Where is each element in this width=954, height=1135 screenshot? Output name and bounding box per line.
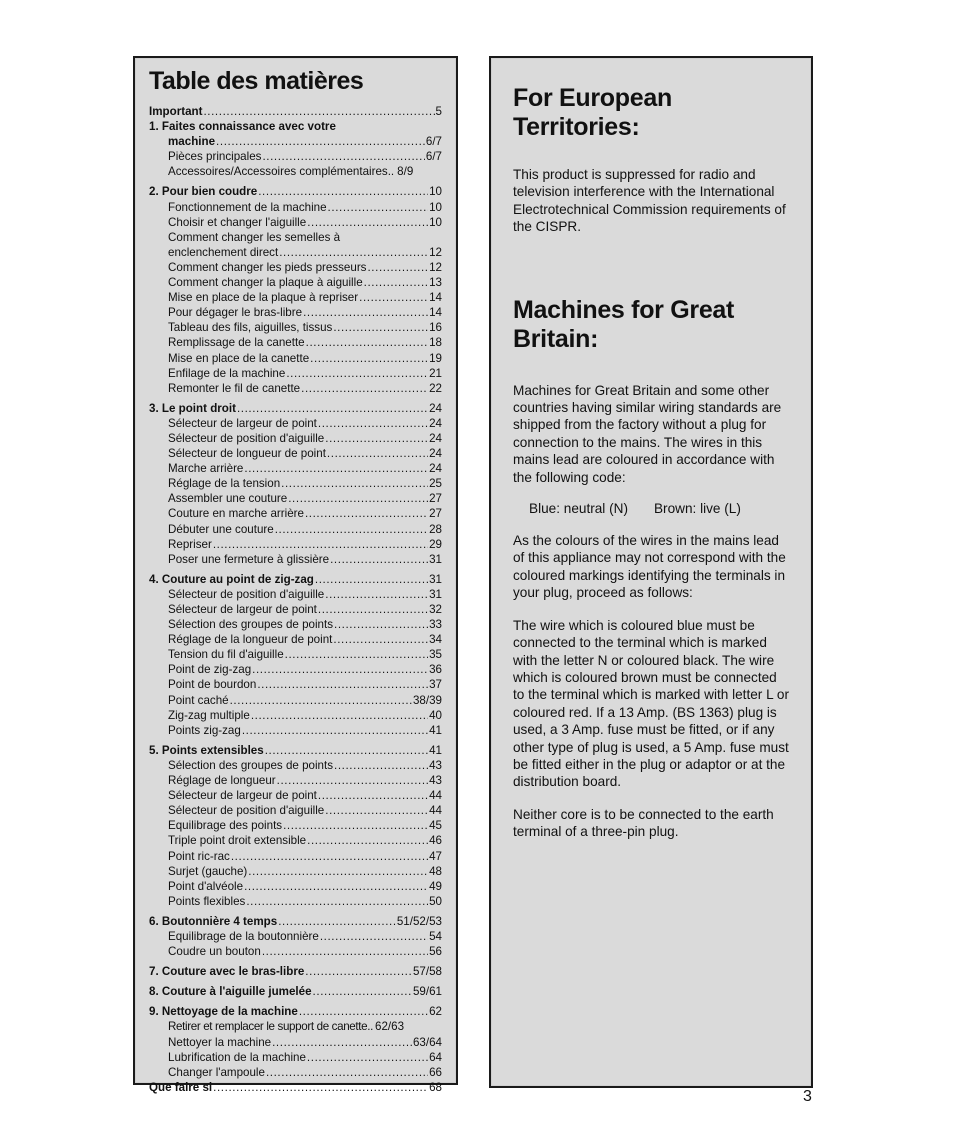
toc-chapter8: [149, 984, 442, 999]
leader-dots: [277, 773, 428, 788]
toc-entry: [149, 864, 442, 879]
toc-entry-label: Marche arrière: [168, 462, 244, 476]
toc-entry-page: 37: [429, 678, 442, 692]
toc-entry: [149, 446, 442, 461]
leader-dots: [334, 617, 428, 632]
toc-entry: [149, 351, 442, 366]
toc-entry-label: Points flexibles: [168, 894, 246, 908]
toc-entry: [149, 320, 442, 335]
toc-entry: [149, 537, 442, 552]
leader-dots: [246, 894, 428, 909]
toc-entry: [149, 708, 442, 723]
toc-entry-page: 28: [429, 522, 442, 536]
toc-entry-label: Pièces principales: [168, 150, 262, 164]
toc-entry-label: Coudre un bouton: [168, 945, 261, 959]
european-heading: For European Territories:: [513, 84, 672, 141]
leader-dots: [328, 200, 429, 215]
toc-entry-page: 56: [429, 945, 442, 959]
toc-entry-label: Nettoyer la machine: [168, 1035, 272, 1049]
leader-dots: [230, 693, 412, 708]
toc-panel: [133, 56, 458, 1094]
plug-colour-text: As the colours of the wires in the mains lead of this appliance may not correspond with the coloured markings identifying the terminals in your plug, proceed as follows:: [513, 533, 786, 601]
leader-dots: [281, 476, 428, 491]
toc-entry: [149, 381, 442, 396]
toc-entry-label: Point d'alvéole: [168, 879, 244, 893]
toc-entry: [149, 1035, 442, 1050]
toc-entry-label: Points zig-zag: [168, 723, 241, 737]
leader-dots: [307, 215, 428, 230]
toc-entry: [149, 506, 442, 521]
leader-dots: [213, 1080, 428, 1095]
toc-chapter1-first: [149, 134, 442, 149]
leader-dots: [213, 537, 428, 552]
leader-dots: [258, 184, 428, 199]
toc-entry: [149, 879, 442, 894]
toc-entry-page: 33: [429, 618, 442, 632]
toc-entry: [149, 632, 442, 647]
leader-dots: [265, 743, 428, 758]
leader-dots: [305, 506, 428, 521]
toc-entry-page: 44: [429, 804, 442, 818]
toc-entry: [149, 245, 442, 260]
leader-dots: [318, 602, 428, 617]
toc-entry-label: Mise en place de la canette: [168, 351, 310, 365]
leader-dots: [244, 461, 428, 476]
toc-entry-page: 64: [429, 1050, 442, 1064]
earth-terminal-text: Neither core is to be connected to the earth terminal of a three-pin plug.: [513, 806, 774, 840]
leader-dots: [364, 275, 428, 290]
toc-entry: [149, 275, 442, 290]
toc-entry-page: 6/7: [425, 150, 442, 164]
toc-entry-label: Comment changer les pieds presseurs: [168, 260, 367, 274]
toc-entry-page: 21: [429, 366, 442, 380]
toc-entry-wrap: Comment changer les semelles à: [168, 230, 341, 244]
gb-heading: Machines for Great Britain:: [513, 295, 735, 353]
toc-entry-label: Sélecteur de position d'aiguille: [168, 587, 325, 601]
toc-entry-page: 19: [429, 351, 442, 365]
toc-entry-label: 7. Couture avec le bras-libre: [149, 965, 305, 979]
toc-entry-page: 24: [429, 416, 442, 430]
toc-entry-label: Sélecteur de largeur de point: [168, 603, 317, 616]
toc-chapter9-head: [149, 1004, 442, 1019]
leader-dots: [305, 964, 412, 979]
toc-entry: [149, 149, 442, 164]
toc-entry-label: Zig-zag multiple: [168, 708, 250, 722]
leader-dots: [320, 929, 428, 944]
toc-entry-label: Sélecteur de longueur de point: [168, 447, 326, 461]
toc-entry-label: 2. Pour bien coudre: [149, 185, 258, 199]
toc-entry-label: Enfilage de la machine: [168, 366, 286, 380]
toc-entry-page: 66: [429, 1065, 442, 1079]
toc-entry-page: 43: [429, 758, 442, 772]
toc-entry: [149, 617, 442, 632]
toc-entry-page: 59/61: [412, 985, 442, 999]
toc-entry: [149, 476, 442, 491]
toc-entry: [149, 602, 442, 617]
toc-entry: [149, 260, 442, 275]
toc-entry-label: Point de zig-zag: [168, 663, 252, 677]
leader-dots: [275, 522, 428, 537]
toc-entry-page: 62: [429, 1005, 442, 1019]
toc-entry: [149, 662, 442, 677]
toc-entry-page: 27: [429, 492, 442, 506]
leader-dots: [301, 381, 428, 396]
toc-entry-page: 12: [429, 245, 442, 259]
leader-dots: [231, 849, 428, 864]
toc-entry-label: machine: [168, 135, 216, 149]
wire-colour-code: [529, 500, 789, 517]
leader-dots: [325, 803, 428, 818]
toc-entry-important: [149, 104, 442, 119]
toc-entry-page: 46: [429, 834, 442, 848]
leader-dots: [325, 431, 428, 446]
leader-dots: [286, 366, 428, 381]
toc-entry: [149, 164, 442, 179]
toc-entry-label: Assembler une couture: [168, 492, 288, 506]
toc-entry: [149, 215, 442, 230]
leader-dots: [244, 879, 428, 894]
toc-entry: [149, 431, 442, 446]
toc-entry-page: 62/63: [375, 1020, 405, 1034]
toc-entry-label: Triple point droit extensible: [168, 834, 307, 848]
toc-entry-label: Pour dégager le bras-libre: [168, 306, 303, 320]
toc-entry-label: Point de bourdon: [168, 678, 257, 692]
toc-entry: [149, 1019, 442, 1034]
toc-entry-page: 10: [429, 200, 442, 214]
leader-dots: [306, 335, 428, 350]
toc-entry: [149, 849, 442, 864]
toc-entry-label: Sélecteur de position d'aiguille: [168, 804, 325, 818]
toc-entry-page: 24: [429, 462, 442, 476]
leader-dots: [330, 552, 428, 567]
toc-entry-page: 12: [429, 260, 442, 274]
leader-dots: [315, 572, 428, 587]
toc-entry-label: Poser une fermeture à glissière: [168, 552, 330, 566]
page-number: 3: [803, 1088, 812, 1105]
toc-entry-page: 27: [429, 507, 442, 521]
toc-entry-page: 25: [429, 477, 442, 491]
leader-dots: [252, 662, 428, 677]
toc-entry: [149, 818, 442, 833]
toc-entry-page: 14: [429, 306, 442, 320]
toc-chapter1-head: 1. Faites connaissance avec votre: [149, 120, 336, 134]
leader-dots: [318, 788, 428, 803]
toc-entry-label: Couture en marche arrière: [168, 507, 304, 521]
toc-entry-label: 4. Couture au point de zig-zag: [149, 572, 314, 586]
leader-dots: [203, 104, 434, 119]
leader-dots: [303, 305, 428, 320]
toc-chapter5-head: [149, 743, 442, 758]
leader-dots: [310, 351, 428, 366]
leader-dots: [257, 677, 428, 692]
leader-dots: [299, 1004, 428, 1019]
toc-entry-page: 14: [429, 291, 442, 305]
toc-chapter7: [149, 964, 442, 979]
toc-entry-label: Important: [149, 105, 203, 118]
toc-entry-page: 31: [429, 552, 442, 566]
leader-dots: [318, 416, 428, 431]
toc-que-faire: [149, 1080, 442, 1095]
toc-entry-label: Remonter le fil de canette: [168, 381, 301, 395]
leader-dots: [262, 149, 424, 164]
toc-entry-label: Réglage de la tension: [168, 477, 281, 491]
leader-dots: [278, 914, 396, 929]
toc-entry-page: 35: [429, 648, 442, 662]
toc-entry-page: 38/39: [412, 693, 442, 707]
toc-entry-page: 6/7: [425, 135, 442, 149]
leader-dots: [307, 1050, 428, 1065]
leader-dots: [266, 1065, 428, 1080]
leader-dots: [313, 984, 412, 999]
leader-dots: [251, 708, 428, 723]
toc-entry-label: Point caché: [168, 693, 229, 707]
toc-entry-page: 47: [429, 849, 442, 863]
toc-entry: [149, 677, 442, 692]
toc-chapter2-head: [149, 184, 442, 199]
toc-entry-label: Accessoires/Accessoires complémentaires..: [168, 165, 395, 179]
leader-dots: [283, 818, 428, 833]
toc-entry-label: Réglage de longueur: [168, 774, 276, 788]
toc-entry-page: 40: [429, 708, 442, 722]
toc-entry-label: 9. Nettoyage de la machine: [149, 1005, 298, 1019]
toc-entry-page: 45: [429, 819, 442, 833]
toc-entry-page: 51/52/53: [396, 914, 442, 928]
toc-entry-label: Changer l'ampoule: [168, 1065, 265, 1079]
leader-dots: [327, 446, 428, 461]
leader-dots: [367, 260, 428, 275]
toc-entry: [149, 366, 442, 381]
wire-connection-text: The wire which is coloured blue must be connected to the terminal which is marked with the letter N or coloured black. The wire which is coloured brown must be connected to the terminal which is marked with letter L or coloured red. If a 13 Amp. (BS 1363) plug is used, a 3 Amp. fuse must be fitted, or if any other type of plug is used, a 5 Amp. fuse must be fitted either in the plug or adaptor or at the distribution board.: [513, 617, 790, 790]
toc-entry-page: 41: [429, 723, 442, 737]
toc-chapter3-head: [149, 401, 442, 416]
toc-entry: [149, 1050, 442, 1065]
toc-entry-label: Point ric-rac: [168, 849, 230, 863]
toc-entry: [149, 1065, 442, 1080]
toc-entry: [149, 894, 442, 909]
leader-dots: [279, 245, 428, 260]
toc-entry-label: Surjet (gauche): [168, 864, 248, 878]
toc-entry-page: 34: [429, 633, 442, 647]
toc-entry-page: 18: [429, 336, 442, 350]
toc-entry: [149, 647, 442, 662]
toc-entry-page: 43: [429, 774, 442, 788]
toc-entry-label: Fonctionnement de la machine: [168, 200, 327, 214]
toc-entry-label: Que faire si: [149, 1080, 213, 1094]
leader-dots: [248, 864, 428, 879]
toc-entry: [149, 773, 442, 788]
toc-entry-label: Sélecteur de position d'aiguille: [168, 431, 325, 445]
toc-entry: [149, 305, 442, 320]
toc-entry-label: Tableau des fils, aiguilles, tissus: [168, 321, 333, 335]
toc-chapter4-head: [149, 572, 442, 587]
toc-entry-label: 6. Boutonnière 4 temps: [149, 914, 278, 928]
blue-wire-code: Blue: neutral (N): [529, 501, 628, 517]
toc-entry-label: Réglage de la longueur de point: [168, 633, 333, 647]
toc-entry-page: 8/9: [397, 165, 414, 179]
toc-entry-page: 5: [435, 105, 442, 118]
toc-entry-page: 48: [429, 864, 442, 878]
toc-entry-page: 54: [429, 929, 442, 943]
toc-entry: [149, 335, 442, 350]
toc-entry: [149, 929, 442, 944]
toc-list: [149, 104, 442, 1095]
toc-entry: [149, 693, 442, 708]
leader-dots: [285, 647, 428, 662]
toc-entry-page: 49: [429, 879, 442, 893]
toc-entry-label: Sélection des groupes de points: [168, 618, 334, 632]
toc-entry-page: 13: [429, 276, 442, 290]
toc-entry-page: 31: [429, 587, 442, 601]
toc-entry: [149, 723, 442, 738]
european-text: This product is suppressed for radio and television interference with the International Electrotechnical Commission requirements of the CISPR.: [513, 167, 786, 235]
leader-dots: [272, 1035, 412, 1050]
toc-entry-page: 24: [429, 401, 442, 415]
toc-entry: [149, 587, 442, 602]
toc-entry: [149, 758, 442, 773]
toc-entry-page: 57/58: [412, 965, 442, 979]
toc-entry-label: Tension du fil d'aiguille: [168, 648, 284, 662]
leader-dots: [333, 632, 428, 647]
toc-entry-label: Equilibrage des points: [168, 819, 283, 833]
toc-entry-page: 10: [429, 215, 442, 229]
toc-entry-page: 68: [429, 1080, 442, 1094]
toc-entry-label: Repriser: [168, 537, 212, 551]
toc-entry-page: 10: [429, 185, 442, 199]
toc-entry-label: Retirer et remplacer le support de canette..: [168, 1020, 373, 1034]
leader-dots: [288, 491, 428, 506]
notice-panel: [489, 56, 813, 1088]
leader-dots: [262, 944, 428, 959]
toc-entry-label: 5. Points extensibles: [149, 743, 264, 757]
toc-entry: [149, 833, 442, 848]
toc-entry: [149, 803, 442, 818]
brown-wire-code: Brown: live (L): [653, 501, 741, 517]
toc-entry-label: Comment changer la plaque à aiguille: [168, 276, 363, 290]
toc-entry-label: Sélecteur de largeur de point: [168, 416, 317, 430]
leader-dots: [307, 833, 428, 848]
toc-title: Table des matières: [149, 67, 364, 95]
leader-dots: [216, 134, 425, 149]
toc-entry: [149, 461, 442, 476]
toc-entry: [149, 552, 442, 567]
toc-entry-label: 8. Couture à l'aiguille jumelée: [149, 985, 312, 999]
toc-entry-page: 29: [429, 537, 442, 551]
toc-entry: [149, 522, 442, 537]
gb-wiring-text: Machines for Great Britain and some other countries having similar wiring standards are shipped from the factory without a plug for connection to the mains. The wires in this mains lead are coloured in accordance with the following code:: [513, 382, 782, 485]
toc-entry-page: 31: [429, 572, 442, 586]
toc-entry-label: Remplissage de la canette: [168, 336, 305, 350]
toc-entry-label: 3. Le point droit: [149, 401, 236, 415]
leader-dots: [334, 758, 428, 773]
toc-entry-label: Sélection des groupes de points: [168, 758, 334, 772]
toc-entry-label: Equilibrage de la boutonnière: [168, 929, 319, 943]
toc-entry-page: 63/64: [412, 1035, 442, 1049]
toc-entry-page: 16: [429, 321, 442, 335]
leader-dots: [242, 723, 428, 738]
toc-entry-label: Lubrification de la machine: [168, 1050, 306, 1064]
toc-entry: [149, 491, 442, 506]
toc-entry-label: Choisir et changer l'aiguille: [168, 215, 307, 229]
toc-entry: [149, 290, 442, 305]
toc-entry: [149, 944, 442, 959]
toc-entry-page: 41: [429, 743, 442, 757]
toc-entry: [149, 416, 442, 431]
leader-dots: [237, 401, 428, 416]
toc-chapter6-head: [149, 914, 442, 929]
leader-dots: [333, 320, 428, 335]
leader-dots: [325, 587, 428, 602]
toc-entry-page: 44: [429, 789, 442, 803]
toc-entry: [149, 200, 442, 215]
leader-dots: [359, 290, 428, 305]
toc-entry-page: 24: [429, 431, 442, 445]
toc-entry-page: 36: [429, 663, 442, 677]
toc-entry: [149, 788, 442, 803]
toc-entry-page: 50: [429, 894, 442, 908]
toc-entry-page: 24: [429, 447, 442, 461]
toc-entry-page: 32: [429, 603, 442, 616]
toc-entry-page: 22: [429, 381, 442, 395]
toc-entry-label: Débuter une couture: [168, 522, 274, 536]
toc-entry-label: Sélecteur de largeur de point: [168, 789, 317, 803]
toc-entry-label: enclenchement direct: [168, 245, 279, 259]
toc-entry-label: Mise en place de la plaque à repriser: [168, 291, 359, 305]
